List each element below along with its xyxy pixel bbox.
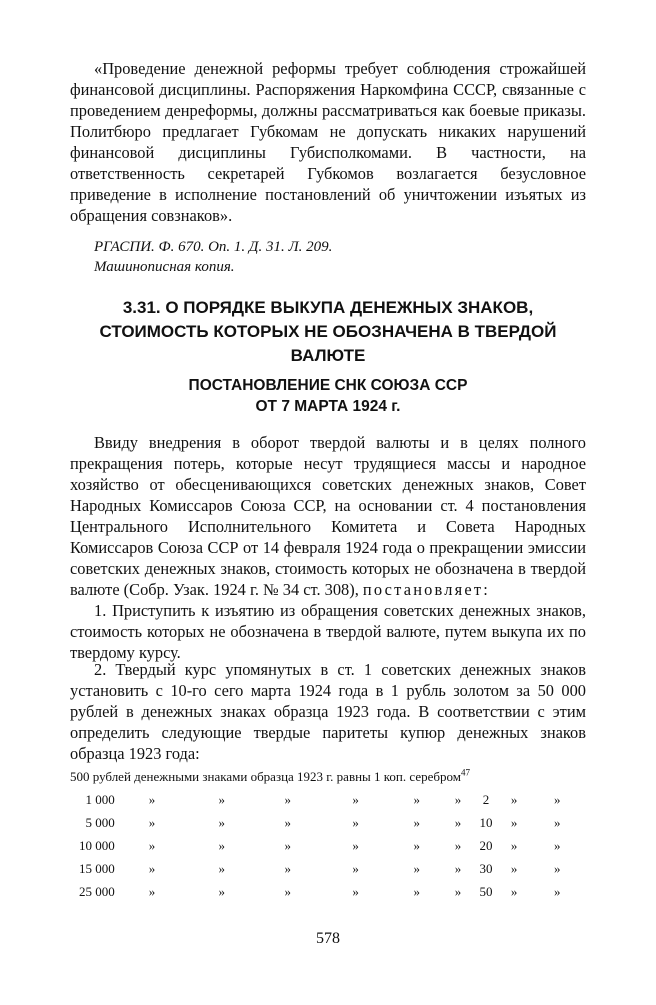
ditto-mark: »: [454, 883, 462, 899]
rates-table: [70, 766, 586, 903]
rate-amount: 1 000: [85, 791, 115, 807]
page-number: 578: [316, 930, 340, 947]
point-1-paragraph: 1. Приступить к изъятию из обращения советских денежных знаков, стоимость которых не обозначена в твердой валюте, путем выкупа их по твердому курсу.: [70, 601, 586, 662]
rate-row: [70, 857, 586, 880]
ditto-mark: »: [148, 883, 156, 899]
rate-row: [70, 788, 586, 811]
ditto-mark: »: [454, 814, 462, 830]
rate-amount: 25 000: [78, 883, 115, 899]
decree-subtitle: [70, 375, 586, 417]
ditto-mark: »: [413, 883, 421, 899]
ditto-mark: »: [352, 791, 359, 807]
ditto-mark: »: [454, 791, 462, 807]
ditto-mark: »: [148, 814, 156, 830]
rate-first-text: 500 рублей денежными знаками образца 1923 г. равны 1 коп. серебром: [70, 769, 461, 784]
ditto-mark: »: [352, 860, 359, 876]
ditto-mark: »: [413, 814, 421, 830]
ditto-mark: »: [413, 791, 421, 807]
ditto-mark: »: [554, 883, 561, 899]
ditto-mark: »: [454, 837, 462, 853]
ditto-mark: »: [554, 814, 561, 830]
ditto-mark: »: [352, 814, 359, 830]
ditto-mark: »: [510, 837, 518, 853]
archive-reference: РГАСПИ. Ф. 670. Оп. 1. Д. 31. Л. 209.: [94, 239, 333, 255]
rate-amount: 10 000: [78, 837, 115, 853]
footnote-marker: 47: [460, 767, 470, 778]
rate-value: 50: [479, 883, 493, 899]
rate-row: [70, 811, 586, 834]
ditto-mark: »: [510, 814, 518, 830]
ditto-mark: »: [148, 791, 156, 807]
rate-amount: 15 000: [78, 860, 115, 876]
ditto-mark: »: [554, 791, 561, 807]
ditto-mark: »: [352, 883, 359, 899]
ditto-mark: »: [218, 860, 225, 876]
decree-subtitle-line2: ОТ 7 МАРТА 1924 г.: [255, 398, 401, 415]
ditto-mark: »: [510, 860, 518, 876]
ditto-mark: »: [148, 837, 156, 853]
ditto-mark: »: [218, 814, 225, 830]
ditto-mark: »: [554, 860, 561, 876]
ditto-mark: »: [413, 860, 421, 876]
quote-paragraph: «Проведение денежной реформы требует соблюдения строжайшей финансовой дисциплины. Распоряжения Наркомфина СССР, связанные с проведением денреформы, должны рассматриваться как боевые приказы. Политбюро предлагает Губкомам не допускать никаких нарушений финансовой дисциплины Губисполкомами. В частности, на ответственность секретарей Губкомов возлагается безусловное приведение в исполнение постановлений об уничтожении изъятых из обращения совзнаков».: [70, 59, 586, 225]
rate-value: 30: [479, 860, 493, 876]
point-2-paragraph: 2. Твердый курс упомянутых в ст. 1 советских денежных знаков установить с 10-го сего марта 1924 года в 1 рубль золотом за 50 000 рублей в денежных знаках образца 1923 года. В соответствии с этим определить следующие твердые паритеты купюр денежных знаков образца 1923 года:: [70, 660, 586, 763]
rate-value: 2: [482, 791, 490, 807]
ditto-mark: »: [284, 791, 291, 807]
section-title: 3.31. О ПОРЯДКЕ ВЫКУПА ДЕНЕЖНЫХ ЗНАКОВ, СТОИМОСТЬ КОТОРЫХ НЕ ОБОЗНАЧЕНА В ТВЕРДОЙ ВАЛЮТЕ: [99, 298, 557, 365]
rate-value: 20: [479, 837, 493, 853]
intro-paragraph: [70, 432, 586, 600]
rate-row: [70, 834, 586, 857]
ditto-mark: »: [284, 860, 291, 876]
rate-row: [70, 880, 586, 903]
ditto-mark: »: [284, 837, 291, 853]
decree-word: постановляет:: [362, 580, 490, 599]
rate-rows: [70, 788, 586, 903]
rate-amount: 5 000: [85, 814, 115, 830]
ditto-mark: »: [413, 837, 421, 853]
ditto-mark: »: [218, 791, 225, 807]
ditto-mark: »: [218, 883, 225, 899]
ditto-mark: »: [454, 860, 462, 876]
ditto-mark: »: [218, 837, 225, 853]
ditto-mark: »: [554, 837, 561, 853]
source-citation: [94, 237, 332, 277]
rate-value: 10: [479, 814, 493, 830]
ditto-mark: »: [148, 860, 156, 876]
ditto-mark: »: [284, 814, 291, 830]
ditto-mark: »: [352, 837, 359, 853]
ditto-mark: »: [284, 883, 291, 899]
ditto-mark: »: [510, 791, 518, 807]
copy-type: Машинописная копия.: [94, 259, 235, 275]
rate-first-row: [70, 766, 586, 788]
ditto-mark: »: [510, 883, 518, 899]
intro-text: Ввиду внедрения в оборот твердой валюты и в целях полного прекращения потерь, которые несут трудящиеся массы и народное хозяйство от обесценивающихся советских денежных знаков, Совет Народных Комиссаров Союза ССР, на основании ст. 4 постановления Центрального Исполнительного Комитета и Совета Народных Комиссаров Союза ССР от 14 февраля 1924 года о прекращении эмиссии советских денежных знаков, стоимость которых не обозначена в твердой валюте (Собр. Узак. 1924 г. № 34 ст. 308),: [70, 433, 586, 599]
decree-subtitle-line1: ПОСТАНОВЛЕНИЕ СНК СОЮЗА ССР: [188, 377, 468, 394]
